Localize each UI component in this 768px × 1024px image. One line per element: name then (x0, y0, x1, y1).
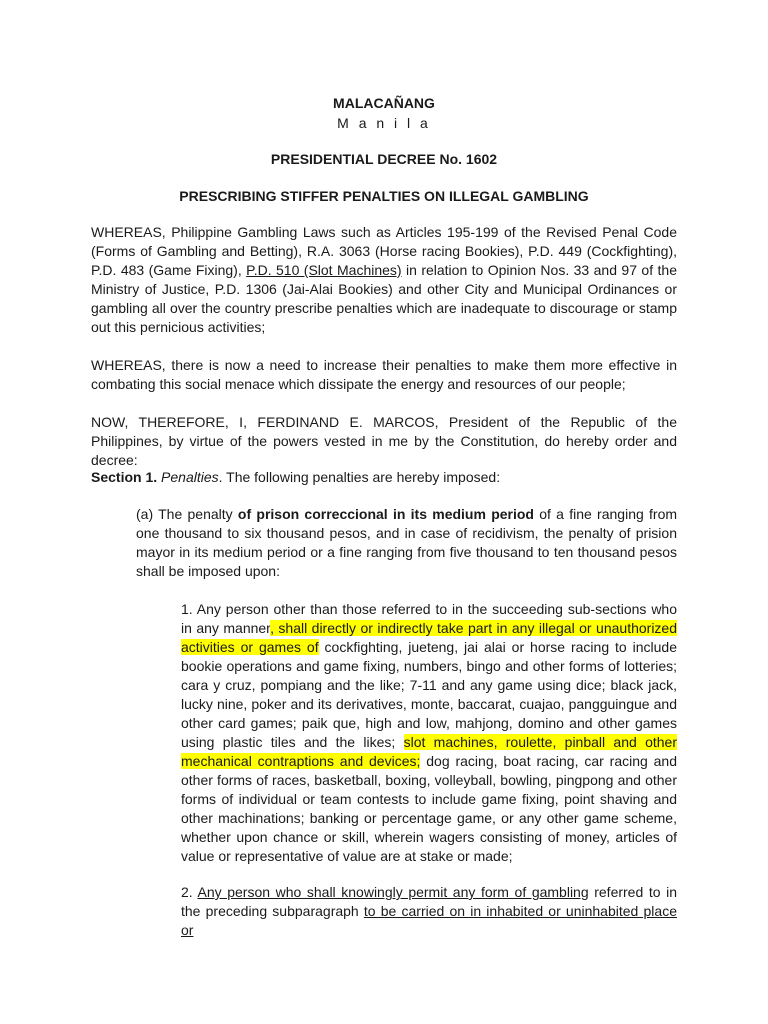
item2-text-a: referred to in the preceding subparagraph (181, 884, 677, 919)
now-therefore-paragraph: NOW, THEREFORE, I, FERDINAND E. MARCOS, President of the Republic of the Philippines, by virtue of the powers vested in me by the Constitution, do hereby order and decree: (91, 414, 677, 468)
decree-title: PRESCRIBING STIFFER PENALTIES ON ILLEGAL GAMBLING (179, 188, 589, 204)
para-a-text-b: of a fine ranging from one thousand to six thousand pesos, and in case of recidivism, the penalty of prision mayor in its medium period or a fine ranging from five thousand to ten thousand pesos shall be imposed upon: (136, 506, 678, 579)
para-a-bold: of prison correccional in its medium period (237, 506, 534, 522)
paragraph-a (136, 505, 677, 581)
para-a-text-a: (a) The penalty (136, 506, 238, 522)
section-label: Section 1. (91, 469, 158, 485)
section-1-heading (91, 468, 677, 487)
item1-highlight-1: , shall directly or indirectly take part in any illegal or unauthorized activities or games of (181, 620, 677, 655)
item1-text-c: dog racing, boat racing, car racing and other forms of races, basketball, boxing, volleyball, bowling, pingpong and other forms of individual or team contests to include game fixing, point shaving and other machinations; banking or percentage game, or any other game scheme, whether upon chance or skill, wherein wagers consisting of money, articles of value or representative of value are at stake or made; (181, 753, 678, 864)
place-heading: MALACAÑANG (333, 95, 435, 111)
whereas1-text-a: WHEREAS, Philippine Gambling Laws such as Articles 195-199 of the Revised Penal Code (Forms of Gambling and Betting), R.A. 3063 (Horse racing Bookies), P.D. 449 (Cockfighting), P.D. 483 (Game Fixing), (91, 224, 677, 278)
item2-number: 2. (181, 884, 198, 900)
whereas-paragraph-2: WHEREAS, there is now a need to increase their penalties to make them more effective in combating this social menace which dissipate the energy and resources of our people; (91, 357, 677, 392)
item1-highlight-2: slot machines, roulette, pinball and other mechanical contraptions and devices; (181, 734, 678, 769)
pd510-reference: P.D. 510 (Slot Machines) (246, 262, 402, 278)
item-1-paragraph (181, 600, 677, 866)
item2-underline-2: to be carried on in inhabited or uninhabited place or (181, 903, 677, 938)
section-text: . The following penalties are hereby imposed: (218, 469, 501, 485)
whereas-paragraph-1 (91, 223, 677, 337)
city-heading: M a n i l a (337, 115, 431, 131)
decree-number: PRESIDENTIAL DECREE No. 1602 (270, 151, 498, 167)
section-title: Penalties (161, 469, 219, 485)
item1-text-a: 1. Any person other than those referred to in the succeeding sub-sections who in any manner (181, 601, 677, 636)
item1-text-b: cockfighting, jueteng, jai alai or horse racing to include bookie operations and game fixing, numbers, bingo and other forms of lotteries; cara y cruz, pompiang and the like; 7-11 and any game using dice; black jack, lucky nine, poker and its derivatives, monte, baccarat, cuajao, pangguingue and other card games; paik que, high and low, mahjong, domino and other games using plastic tiles and the likes; (181, 639, 678, 750)
item2-underline-1: Any person who shall knowingly permit any form of gambling (197, 884, 589, 900)
item-2-paragraph (181, 883, 677, 940)
whereas1-text-b: in relation to Opinion Nos. 33 and 97 of the Ministry of Justice, P.D. 1306 (Jai-Alai Bookies) and other City and Municipal Ordinances or gambling all over the country prescribe penalties which are inadequate to discourage or stamp out this pernicious activities; (91, 262, 677, 335)
